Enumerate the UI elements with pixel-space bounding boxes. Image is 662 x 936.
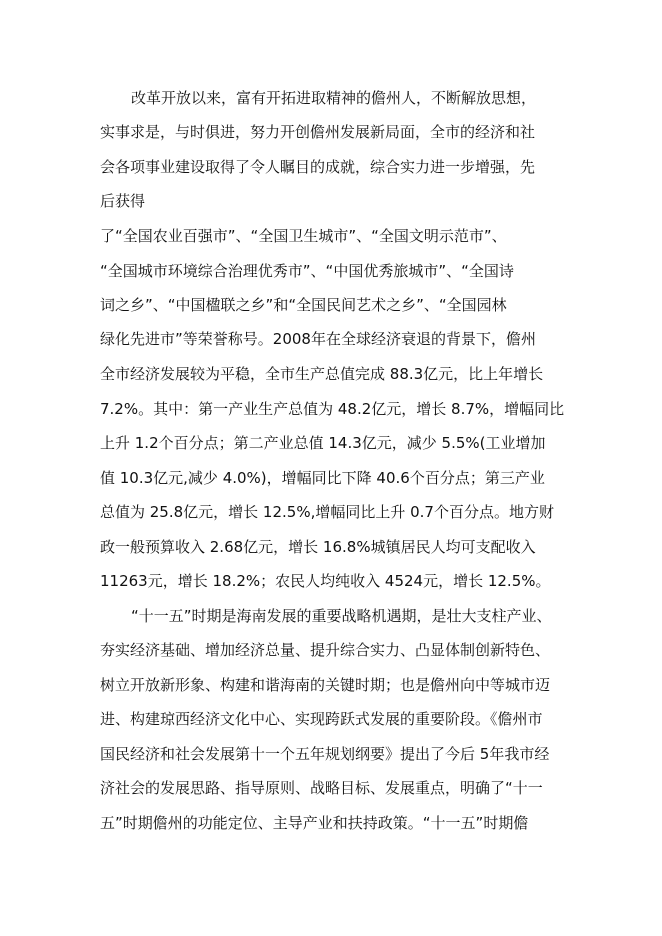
paragraph-3-line-3: 树立开放新形象、构建和谐海南的关键时期；也是儋州向中等城市迈 [100,676,551,694]
paragraph-2-line-10: 政一般预算收入 2.68亿元，增长 16.8%城镇居民人均可支配收入 [100,538,536,556]
paragraph-2-line-11: 11263元，增长 18.2%；农民人均纯收入 4524元，增长 12.5%。 [100,572,551,590]
paragraph-3-line-4: 进、构建琼西经济文化中心、实现跨跃式发展的重要阶段。《儋州市 [100,710,543,728]
paragraph-3-line-2: 夯实经济基础、增加经济总量、提升综合实力、凸显体制创新特色、 [100,641,551,659]
paragraph-1-line-1: 改革开放以来，富有开拓进取精神的儋州人，不断解放思想， [131,89,537,107]
paragraph-2-line-3: 词之乡”、“中国楹联之乡”和“全国民间艺术之乡”、“全国园林 [100,296,507,314]
paragraph-3-line-6: 济社会的发展思路、指导原则、战略目标、发展重点，明确了“十一 [100,779,543,797]
paragraph-1-line-2: 实事求是，与时俱进，努力开创儋州发展新局面，全市的经济和社 [100,123,536,141]
paragraph-1-line-4: 后获得 [100,192,146,210]
paragraph-2-line-2: “全国城市环境综合治理优秀市”、“中国优秀旅城市”、“全国诗 [100,262,514,280]
paragraph-2-line-5: 全市经济发展较为平稳，全市生产总值完成 88.3亿元，比上年增长 [100,365,544,383]
paragraph-2-line-7: 上升 1.2个百分点；第二产业总值 14.3亿元，减少 5.5%(工业增加 [100,434,546,452]
paragraph-2-line-4: 绿化先进市”等荣誉称号。2008年在全球经济衰退的背景下，儋州 [100,330,536,348]
paragraph-3-line-1: “十一五”时期是海南发展的重要战略机遇期，是壮大支柱产业、 [131,607,552,625]
paragraph-1-line-3: 会各项事业建设取得了令人瞩目的成就，综合实力进一步增强，先 [100,158,536,176]
paragraph-2-line-6: 7.2%。其中：第一产业生产总值为 48.2亿元，增长 8.7%，增幅同比 [100,400,565,418]
paragraph-3-line-7: 五”时期儋州的功能定位、主导产业和扶持政策。“十一五”时期儋 [100,814,529,832]
paragraph-3-line-5: 国民经济和社会发展第十一个五年规划纲要》提出了今后 5年我市经 [100,745,550,763]
paragraph-2-line-9: 总值为 25.8亿元，增长 12.5%,增幅同比上升 0.7个百分点。地方财 [100,503,554,521]
paragraph-2-line-8: 值 10.3亿元,减少 4.0%)，增幅同比下降 40.6个百分点；第三产业 [100,469,545,487]
paragraph-2-line-1: 了“全国农业百强市”、“全国卫生城市”、“全国文明示范市”、 [100,227,507,245]
